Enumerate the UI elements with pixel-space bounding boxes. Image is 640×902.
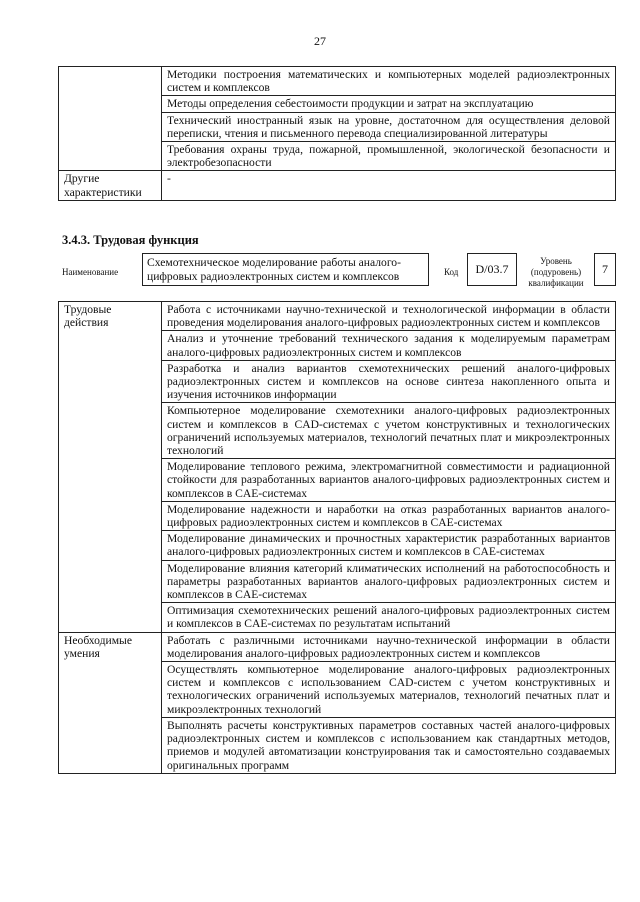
labor-action-item: Оптимизация схемотехнических решений аналого-цифровых радиоэлектронных систем и комплексов в CAE-системах по результатам испытаний bbox=[162, 603, 616, 632]
other-characteristics-value: - bbox=[162, 171, 616, 200]
section-title: 3.4.3. Трудовая функция bbox=[62, 233, 199, 247]
labor-function-table bbox=[58, 301, 616, 774]
labor-action-item: Компьютерное моделирование схемотехники аналого-цифровых радиоэлектронных систем и комплексов в CAD-системах с учетом конструктивных и технологических ограничений используемых материалов, технологий печатных плат и микроэлектронных технологий bbox=[162, 403, 616, 459]
page-number: 27 bbox=[314, 34, 326, 48]
table-row bbox=[59, 632, 616, 661]
level-value: 7 bbox=[594, 253, 616, 286]
labor-action-item: Моделирование влияния категорий климатических исполнений на работоспособность и параметры разработанных вариантов аналого-цифровых радиоэлектронных систем и комплексов в CAE-системах bbox=[162, 560, 616, 603]
name-label: Наименование bbox=[62, 267, 119, 277]
knowledge-item: Требования охраны труда, пожарной, промышленной, экологической безопасности и электробезопасности bbox=[162, 142, 616, 171]
knowledge-label-cell bbox=[59, 67, 162, 171]
other-characteristics-label: Другие характеристики bbox=[59, 171, 162, 200]
labor-action-item: Моделирование надежности и наработки на отказ разработанных вариантов аналого-цифровых радиоэлектронных систем и комплексов в CAE-системах bbox=[162, 501, 616, 530]
table-row bbox=[59, 171, 616, 200]
code-label: Код bbox=[444, 267, 459, 277]
knowledge-table-continuation bbox=[58, 66, 616, 201]
labor-action-item: Моделирование динамических и прочностных характеристик разработанных вариантов аналого-цифровых радиоэлектронных систем и комплексов в CAE-системах bbox=[162, 531, 616, 560]
skill-item: Работать с различными источниками научно-технической информации в области моделирования аналого-цифровых радиоэлектронных систем и комплексов bbox=[162, 632, 616, 661]
skill-item: Выполнять расчеты конструктивных параметров составных частей аналого-цифровых радиоэлектронных систем и комплексов с использованием как стандартных методов, приемов и модулей автоматизации конструирования так и самостоятельно создаваемых оригинальных программ bbox=[162, 717, 616, 773]
knowledge-item: Технический иностранный язык на уровне, достаточном для осуществления деловой переписки, чтения и письменного перевода специализированной литературы bbox=[162, 112, 616, 141]
knowledge-item: Методики построения математических и компьютерных моделей радиоэлектронных систем и комплексов bbox=[162, 67, 616, 96]
name-value: Схемотехническое моделирование работы аналого-цифровых радиоэлектронных систем и комплексов bbox=[142, 253, 429, 286]
table-row bbox=[59, 67, 616, 96]
knowledge-item: Методы определения себестоимости продукции и затрат на эксплуатацию bbox=[162, 96, 616, 112]
labor-action-item: Работа с источниками научно-технической и технологической информации в области проведения моделирования аналого-цифровых радиоэлектронных систем и комплексов bbox=[162, 302, 616, 331]
labor-action-item: Моделирование теплового режима, электромагнитной совместимости и радиационной стойкости для разработанных вариантов аналого-цифровых радиоэлектронных систем и комплексов в CAE-системах bbox=[162, 459, 616, 502]
labor-action-item: Разработка и анализ вариантов схемотехнических решений аналого-цифровых радиоэлектронных систем и комплексов на основе синтеза накопленного опыта и изучения источников информации bbox=[162, 360, 616, 403]
required-skills-label: Необходимые умения bbox=[59, 632, 162, 773]
labor-actions-label: Трудовые действия bbox=[59, 302, 162, 633]
code-value: D/03.7 bbox=[467, 253, 517, 286]
labor-action-item: Анализ и уточнение требований технического задания к моделируемым параметрам аналого-цифровых радиоэлектронных систем и комплексов bbox=[162, 331, 616, 360]
skill-item: Осуществлять компьютерное моделирование аналого-цифровых радиоэлектронных систем и комплексов с использованием CAD-систем с учетом конструктивных и технологических ограничений используемых материалов, технологий печатных плат и микроэлектронных технологий bbox=[162, 662, 616, 718]
table-row bbox=[59, 302, 616, 331]
level-label: Уровень (подуровень) квалификации bbox=[528, 256, 584, 288]
